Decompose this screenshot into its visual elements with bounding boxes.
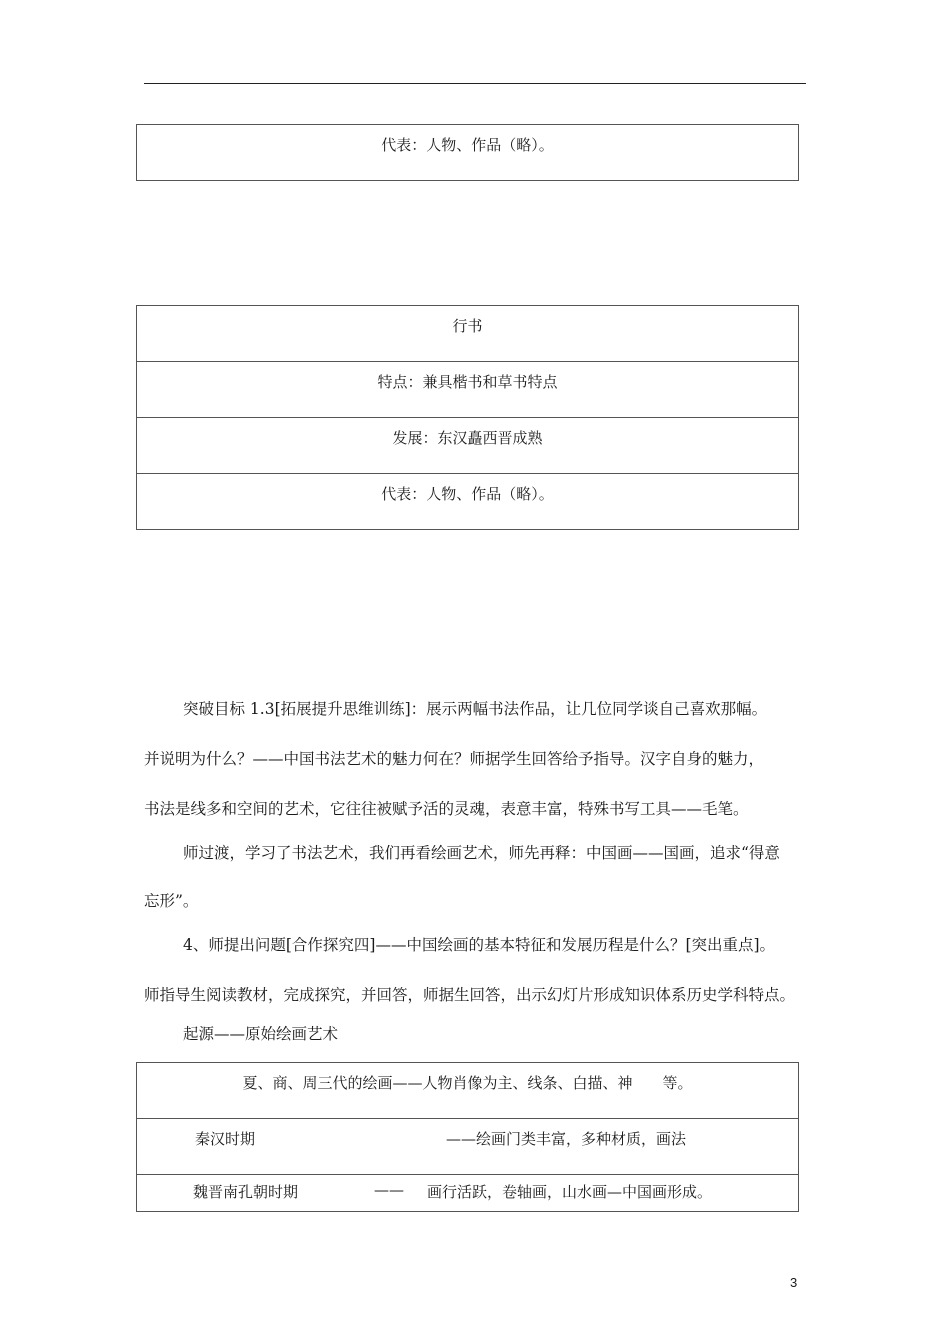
table-row [137, 418, 798, 474]
table-cell-text: 代表：人物、作品（略）。 [381, 485, 554, 503]
table-row [137, 306, 798, 362]
table-painting-history [136, 1062, 799, 1212]
paragraph-line: 书法是线多和空间的艺术，它往往被赋予活的灵魂，表意丰富，特殊书写工具——毛笔。 [144, 800, 749, 818]
paragraph-line: 并说明为什么？——中国书法艺术的魅力何在？师据学生回答给予指导。汉字自身的魅力， [144, 750, 765, 768]
page-number: 3 [790, 1275, 798, 1290]
table-cell-text: 行书 [452, 317, 483, 335]
period-description: ——绘画门类丰富，多种材质，画法 [446, 1130, 687, 1148]
period-label: 秦汉时期 [195, 1130, 256, 1148]
paragraph-line: 4、师提出问题[合作探究四]——中国绘画的基本特征和发展历程是什么？[突出重点]。 [183, 936, 776, 954]
paragraph-line: 起源——原始绘画艺术 [183, 1025, 339, 1043]
paragraph-line: 忘形”。 [144, 892, 199, 910]
table-kaishu-representatives [136, 124, 799, 181]
paragraph-line: 师指导生阅读教材，完成探究，并回答，师据生回答，出示幻灯片形成知识体系历史学科特点。 [144, 986, 796, 1004]
dash-separator: —— [374, 1181, 404, 1199]
table-row [137, 1063, 798, 1119]
table-cell-text: 代表：人物、作品（略）。 [381, 136, 554, 154]
paragraph-line: 师过渡，学习了书法艺术，我们再看绘画艺术，师先再释：中国画——国画，追求“得意 [183, 844, 780, 862]
table-xingshu [136, 305, 799, 530]
table-row [137, 125, 798, 180]
table-row [137, 1119, 798, 1175]
table-row [137, 474, 798, 529]
table-cell-text: 发展：东汉矗西晋成熟 [392, 429, 543, 447]
header-rule [144, 83, 806, 84]
period-description: 画行活跃，卷轴画，山水画—中国画形成。 [427, 1183, 713, 1201]
period-label: 魏晋南孔朝时期 [193, 1183, 299, 1201]
table-cell-text: 夏、商、周三代的绘画——人物肖像为主、线条、白描、神 等。 [242, 1074, 693, 1092]
table-row [137, 362, 798, 418]
paragraph-line: 突破目标 1.3[拓展提升思维训练]：展示两幅书法作品，让几位同学谈自己喜欢那幅。 [183, 700, 768, 718]
table-row [137, 1175, 798, 1211]
table-cell-text: 特点：兼具楷书和草书特点 [377, 373, 558, 391]
